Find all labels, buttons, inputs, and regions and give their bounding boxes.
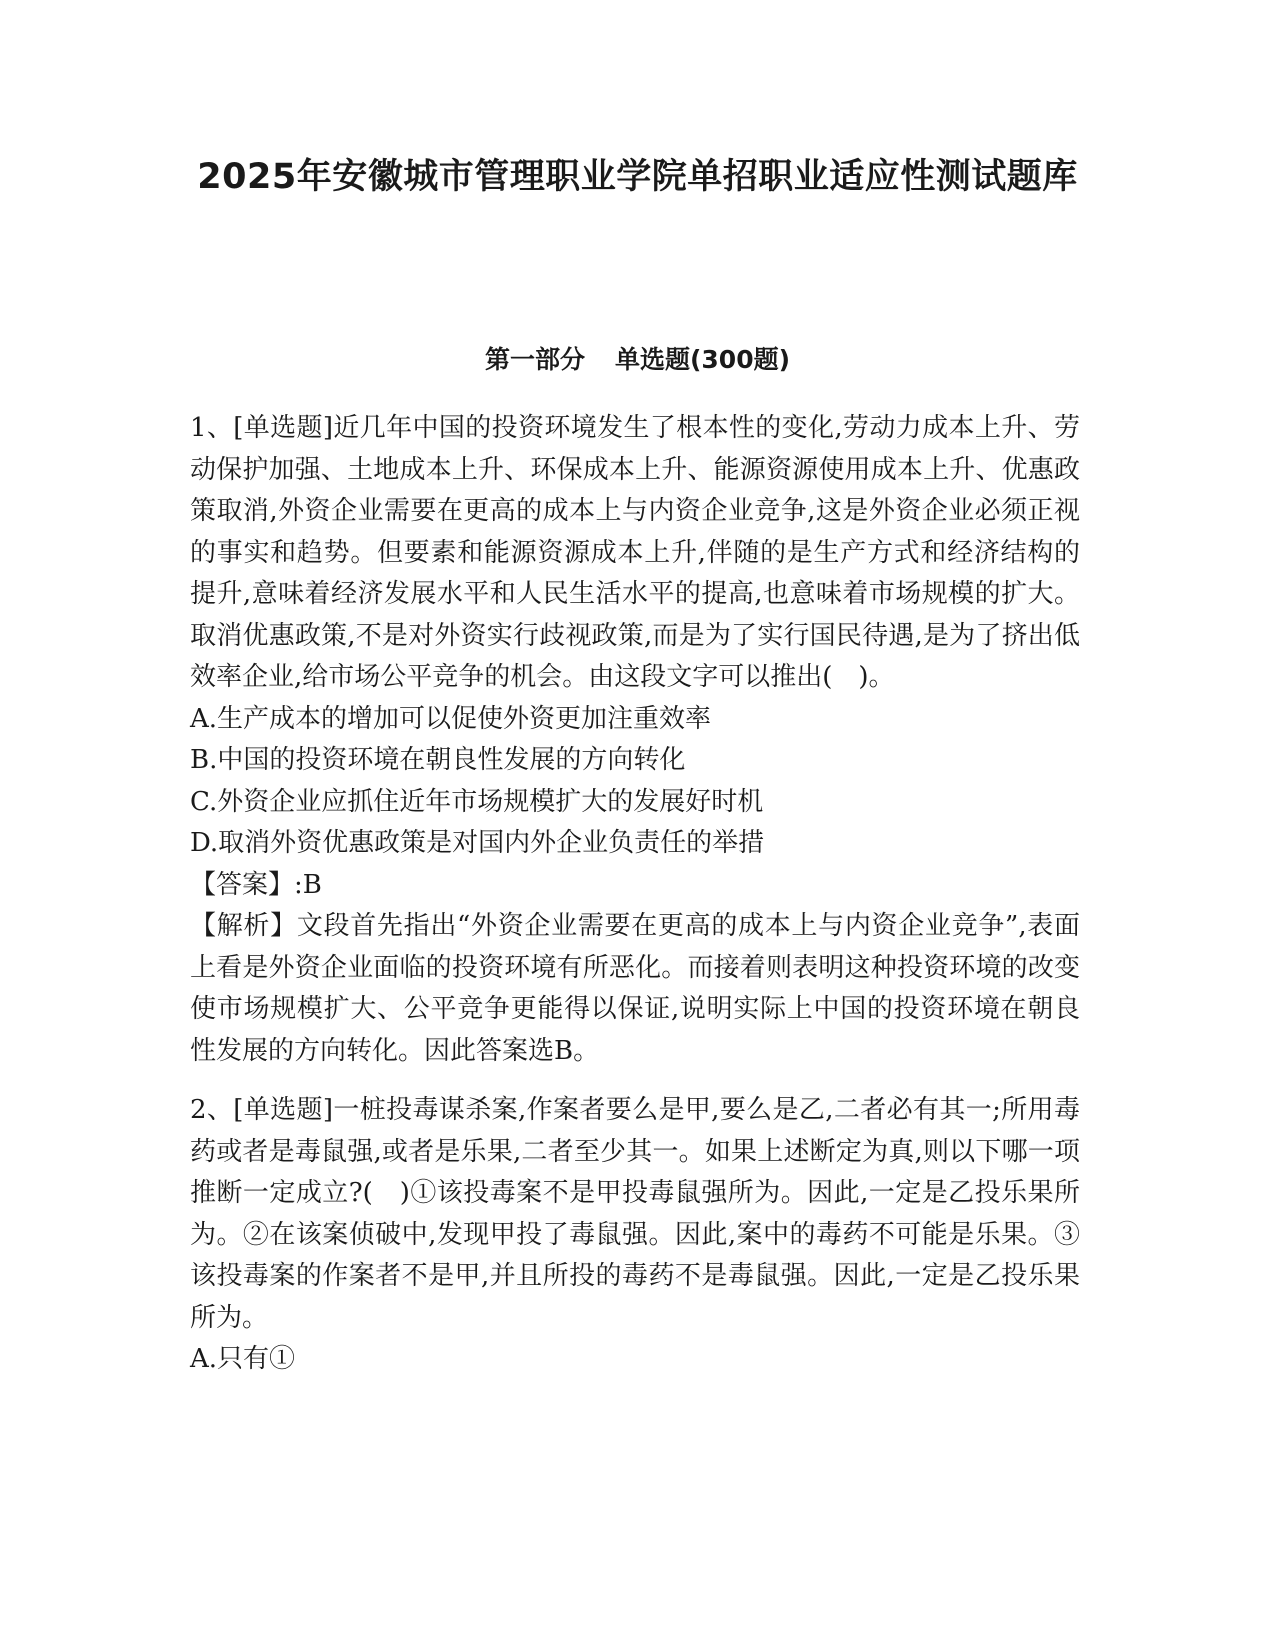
question-1: [190, 408, 1080, 1072]
option-a: A.只有①: [190, 1344, 296, 1374]
section-part: 第一部分: [484, 345, 585, 374]
answer-label: 【答案】:: [190, 869, 303, 900]
question-list: [190, 408, 1080, 1381]
analysis: [190, 906, 1080, 1072]
question-2: [190, 1090, 1080, 1381]
option-b: B.中国的投资环境在朝良性发展的方向转化: [190, 745, 686, 775]
option-c: C.外资企业应抓住近年市场规模扩大的发展好时机: [190, 786, 764, 817]
option-a: A.生产成本的增加可以促使外资更加注重效率: [190, 703, 712, 734]
document-title: 2025年安徽城市管理职业学院单招职业适应性测试题库: [197, 157, 1078, 197]
analysis-text: 文段首先指出“外资企业需要在更高的成本上与内资企业竞争”,表面上看是外资企业面临的投资环境有所恶化。而接着则表明这种投资环境的改变使市场规模扩大、公平竞争更能得以保证,说明实际上中国的投资环境在朝良性发展的方向转化。因此答案选B。: [190, 911, 1080, 1066]
option-d: D.取消外资优惠政策是对国内外企业负责任的举措: [190, 828, 765, 858]
answer-value: B: [302, 869, 322, 900]
analysis-label: 【解析】: [190, 911, 297, 941]
section-heading: [180, 342, 1095, 378]
section-name: 单选题(300题): [614, 345, 791, 374]
answer-line: [190, 865, 1080, 907]
question-text: 2、[单选题]一桩投毒谋杀案,作案者要么是甲,要么是乙,二者必有其一;所用毒药或者是毒鼠强,或者是乐果,二者至少其一。如果上述断定为真,则以下哪一项推断一定成立?( )①该投毒案不是甲投毒鼠强所为。因此,一定是乙投乐果所为。②在该案侦破中,发现甲投了毒鼠强。因此,案中的毒药不可能是乐果。③该投毒案的作案者不是甲,并且所投的毒药不是毒鼠强。因此,一定是乙投乐果所为。: [190, 1095, 1080, 1333]
question-text: 1、[单选题]近几年中国的投资环境发生了根本性的变化,劳动力成本上升、劳动保护加强、土地成本上升、环保成本上升、能源资源使用成本上升、优惠政策取消,外资企业需要在更高的成本上与内资企业竞争,这是外资企业必须正视的事实和趋势。但要素和能源资源成本上升,伴随的是生产方式和经济结构的提升,意味着经济发展水平和人民生活水平的提高,也意味着市场规模的扩大。取消优惠政策,不是对外资实行歧视政策,而是为了实行国民待遇,是为了挤出低效率企业,给市场公平竞争的机会。由这段文字可以推出( )。: [190, 413, 1081, 692]
